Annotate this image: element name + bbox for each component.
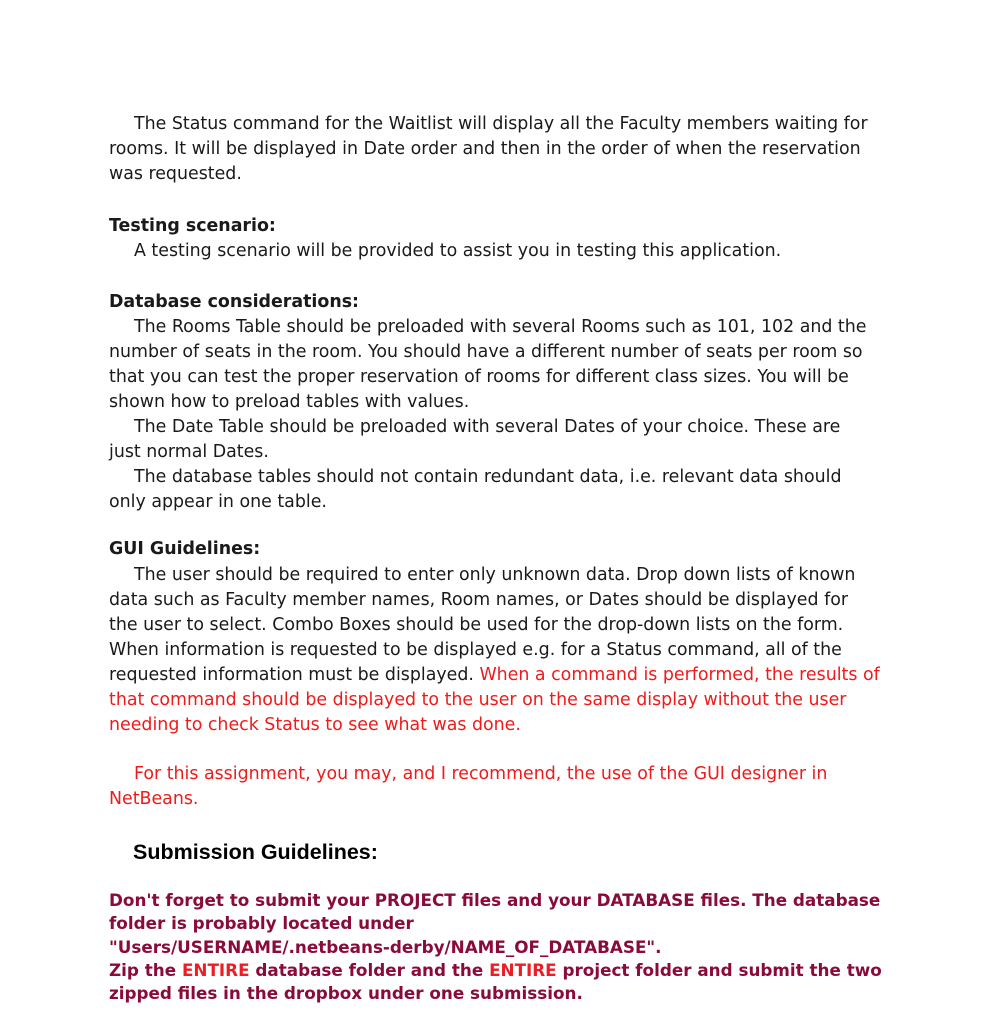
submission-heading: Submission Guidelines: xyxy=(133,840,378,864)
gui-red-line: needing to check Status to see what was done. xyxy=(109,715,521,735)
gui-line-black-part: requested information must be displayed. xyxy=(109,665,474,685)
submission-line: zipped files in the dropbox under one submission. xyxy=(109,983,583,1004)
gui-line: data such as Faculty member names, Room names, or Dates should be displayed for xyxy=(109,590,848,610)
database-line: The database tables should not contain redundant data, i.e. relevant data should xyxy=(134,467,842,487)
database-line: shown how to preload tables with values. xyxy=(109,392,470,412)
testing-line: A testing scenario will be provided to assist you in testing this application. xyxy=(134,241,782,261)
gui-line-red-part: When a command is performed, the results of xyxy=(473,665,880,685)
gui-red-line: that command should be displayed to the user on the same display without the user xyxy=(109,690,847,710)
zip-text: Zip the xyxy=(109,959,182,980)
gui-line: The user should be required to enter only unknown data. Drop down lists of known xyxy=(134,565,856,585)
waitlist-line: rooms. It will be displayed in Date order and then in the order of when the reservation xyxy=(109,139,861,159)
database-line: The Date Table should be preloaded with several Dates of your choice. These are xyxy=(134,417,841,437)
testing-heading: Testing scenario: xyxy=(109,216,276,236)
waitlist-line: The Status command for the Waitlist will display all the Faculty members waiting for xyxy=(134,114,868,134)
submission-line: folder is probably located under xyxy=(109,913,414,934)
gui-line: When information is requested to be displayed e.g. for a Status command, all of the xyxy=(109,640,842,660)
submission-zip-line xyxy=(109,959,909,982)
database-line: just normal Dates. xyxy=(109,442,269,462)
database-heading: Database considerations: xyxy=(109,292,360,312)
gui-heading: GUI Guidelines: xyxy=(109,539,261,559)
zip-text: database folder and the xyxy=(249,959,490,980)
gui-recommend-line: NetBeans. xyxy=(109,789,199,809)
database-line: only appear in one table. xyxy=(109,492,327,512)
zip-text: project folder and submit the two xyxy=(556,959,882,980)
submission-paragraph xyxy=(109,889,909,1005)
database-line: The Rooms Table should be preloaded with several Rooms such as 101, 102 and the xyxy=(134,317,867,337)
gui-recommend-line: For this assignment, you may, and I recommend, the use of the GUI designer in xyxy=(134,764,828,784)
gui-line: the user to select. Combo Boxes should be used for the drop-down lists on the form. xyxy=(109,615,844,635)
gui-mixed-line xyxy=(109,663,899,688)
waitlist-line: was requested. xyxy=(109,164,242,184)
entire-emphasis: ENTIRE xyxy=(181,959,250,980)
database-line: that you can test the proper reservation of rooms for different class sizes. You will be xyxy=(109,367,849,387)
gui-paragraph xyxy=(109,563,899,738)
database-line: number of seats in the room. You should have a different number of seats per room so xyxy=(109,342,863,362)
entire-emphasis: ENTIRE xyxy=(489,959,557,980)
submission-line: Don't forget to submit your PROJECT files and your DATABASE files. The database xyxy=(109,890,881,910)
database-paragraph xyxy=(109,315,899,515)
submission-path-line: "Users/USERNAME/.netbeans-derby/NAME_OF_DATABASE". xyxy=(109,936,662,957)
testing-paragraph xyxy=(109,239,899,264)
waitlist-paragraph xyxy=(109,112,899,187)
gui-recommend-paragraph xyxy=(109,762,899,812)
